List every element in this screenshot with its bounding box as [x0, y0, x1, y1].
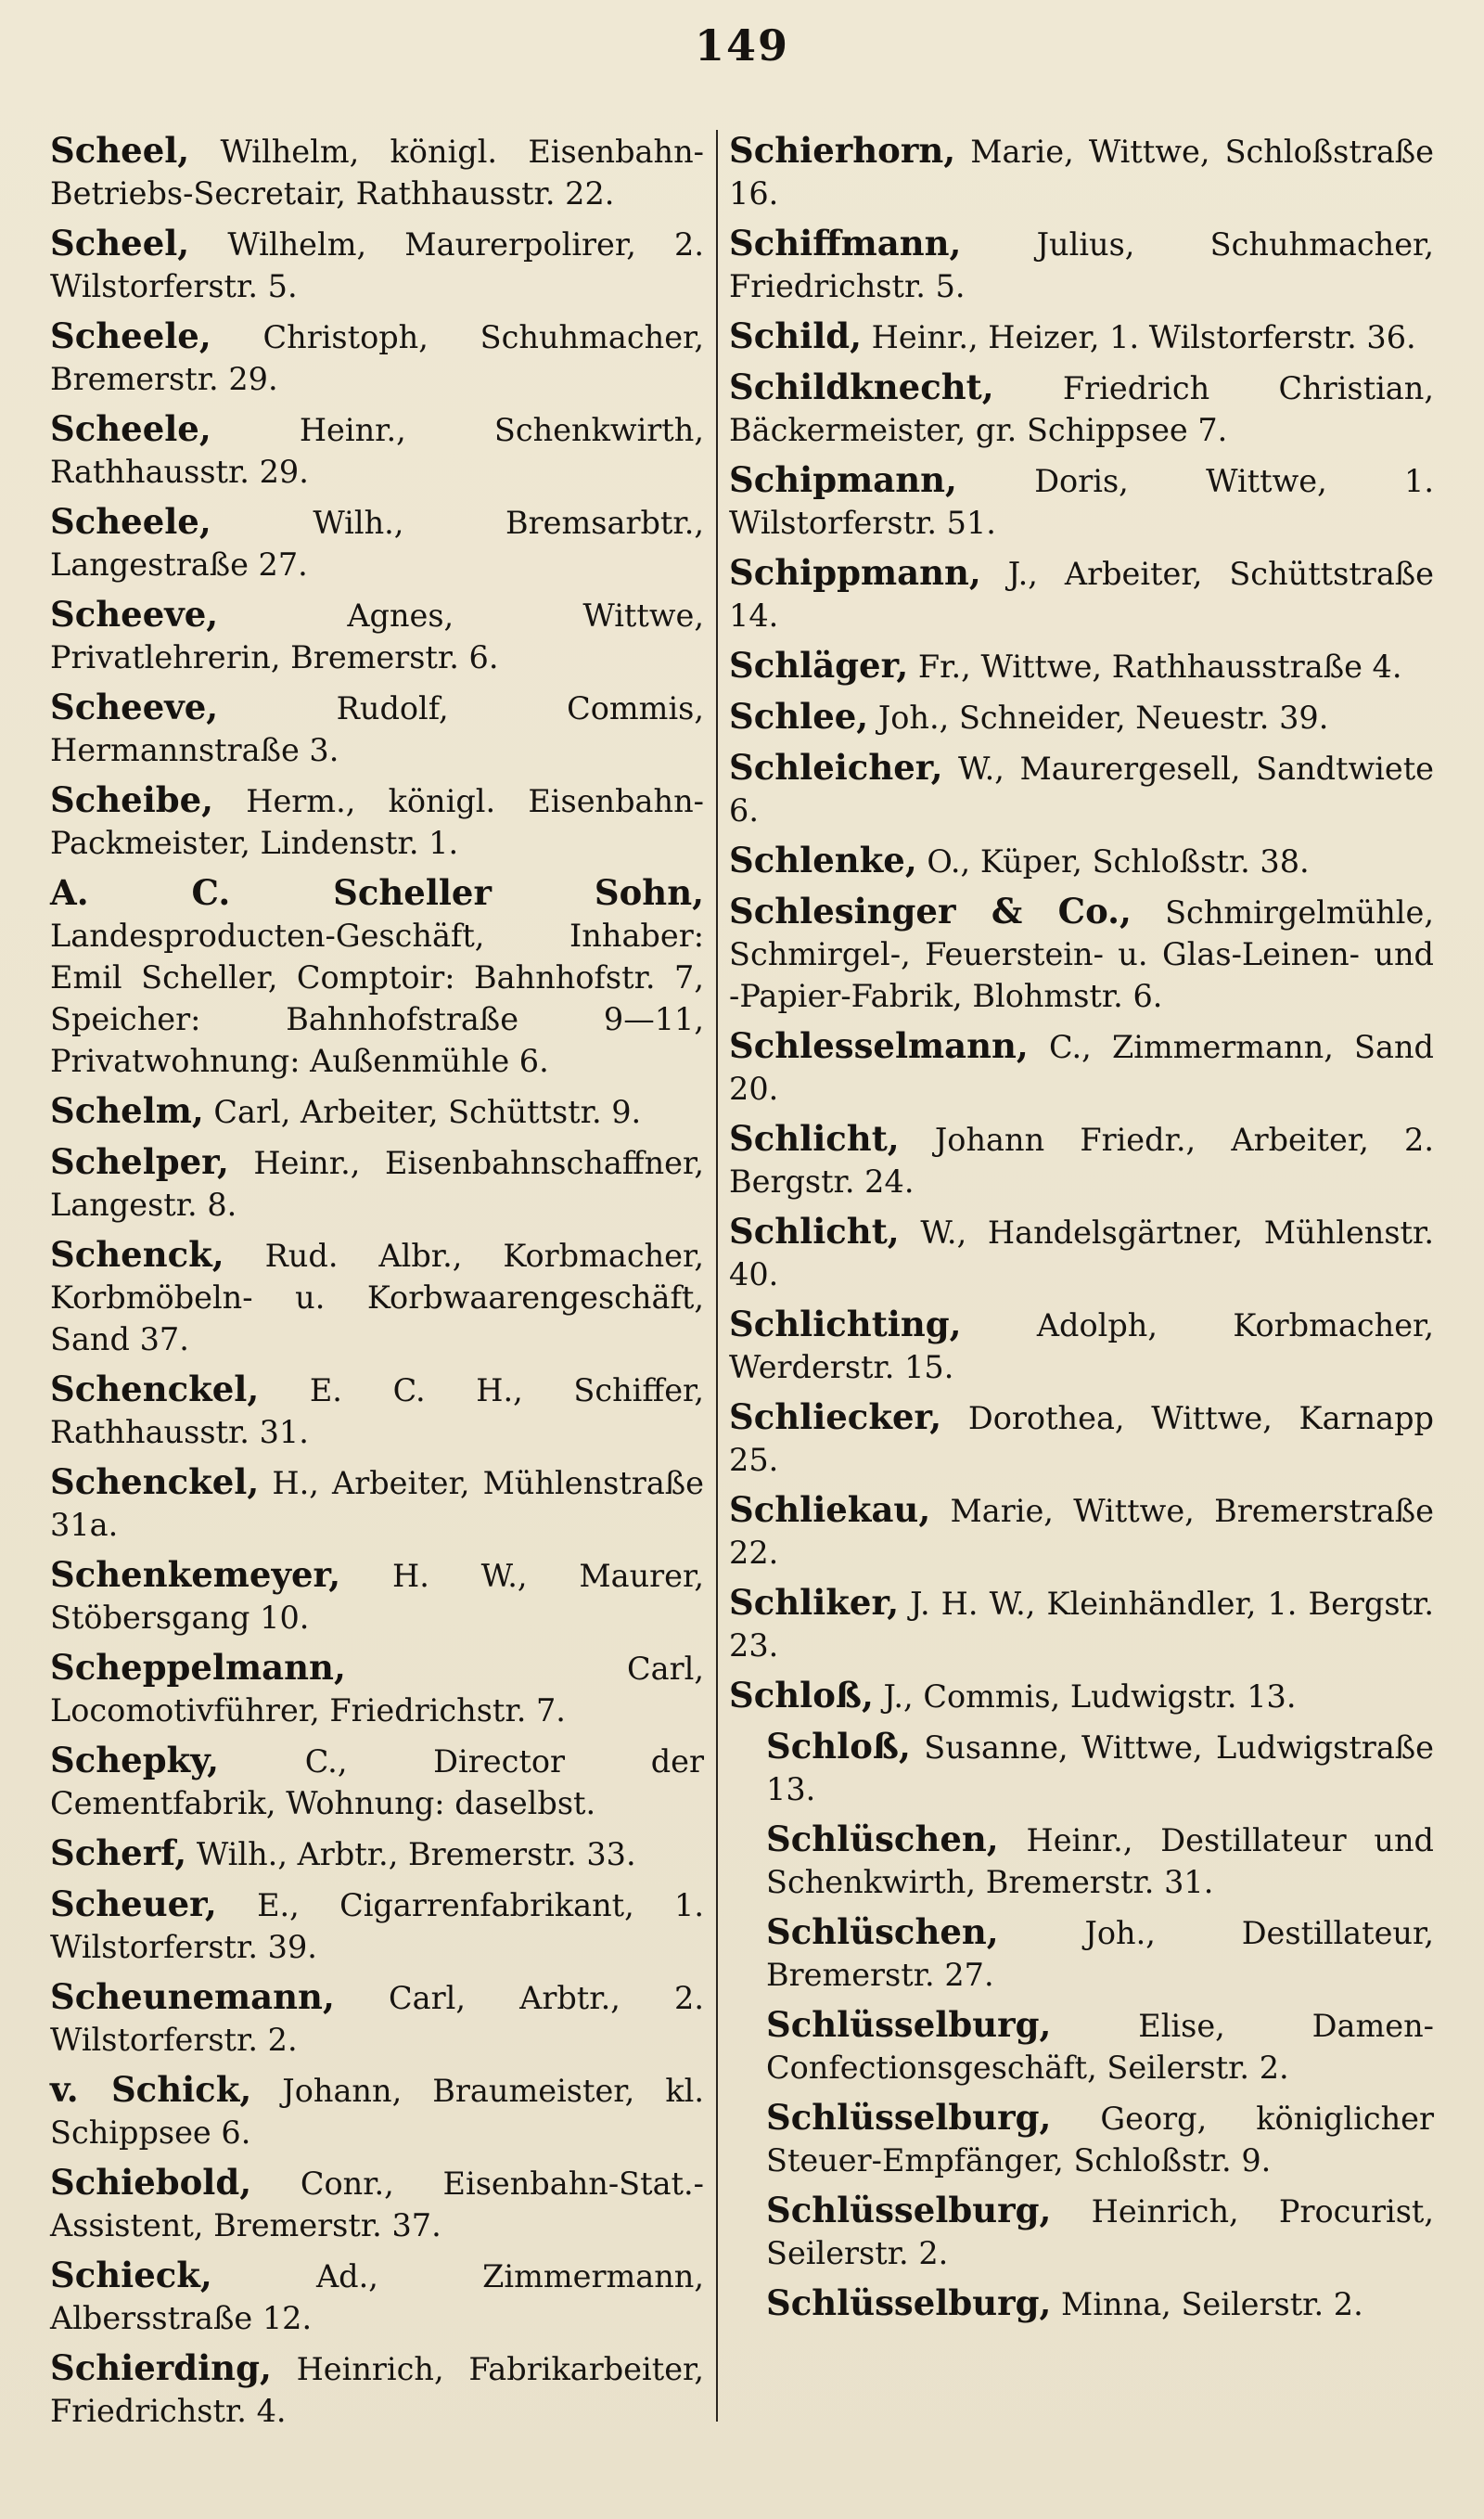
entry-details: Agnes, Wittwe, Privatlehrerin, Bremerstr. 6. [50, 598, 704, 675]
directory-entry [729, 223, 1434, 307]
entry-name: Schlee, [729, 696, 869, 737]
entry-name: Schliker, [729, 1582, 900, 1623]
entry-details: Carl, Arbtr., 2. Wilstorferstr. 2. [50, 1980, 704, 2058]
directory-entry [50, 1554, 704, 1639]
entry-name: Scheeve, [50, 594, 219, 635]
directory-entry [729, 315, 1434, 358]
entry-name: Schlüsselburg, [766, 2097, 1052, 2138]
entry-name: Schenck, [50, 1234, 224, 1275]
directory-entry [50, 1647, 704, 1731]
entry-name: Scheel, [50, 223, 190, 263]
entry-details: Carl, Locomotivführer, Friedrichstr. 7. [50, 1651, 704, 1729]
directory-entry [766, 1819, 1434, 1903]
entry-name: Scheunemann, [50, 1976, 335, 2017]
directory-entry [50, 1369, 704, 1453]
entry-details: C., Director der Cementfabrik, Wohnung: daselbst. [50, 1743, 704, 1821]
entry-name: Schieck, [50, 2255, 212, 2295]
entry-name: Schliecker, [729, 1396, 942, 1437]
entry-name: Schippmann, [729, 552, 981, 593]
entry-details: Joh., Destillateur, Bremerstr. 27. [766, 1915, 1434, 1993]
entry-name: Scheel, [50, 130, 190, 171]
directory-entry [50, 2255, 704, 2339]
directory-entry [50, 1740, 704, 1824]
entry-details: Julius, Schuhmacher, Friedrichstr. 5. [729, 226, 1434, 304]
entry-name: A. C. Scheller Sohn, [50, 872, 704, 913]
entry-details: Fr., Wittwe, Rathhausstraße 4. [908, 649, 1402, 685]
directory-entry [729, 1304, 1434, 1388]
entry-name: Schelm, [50, 1090, 204, 1131]
directory-entry [50, 779, 704, 864]
entry-details: Rudolf, Commis, Hermannstraße 3. [50, 690, 704, 768]
directory-entry [50, 2347, 704, 2432]
entry-details: O., Küper, Schloßstr. 38. [916, 843, 1310, 880]
entry-name: Schlüsselburg, [766, 2282, 1052, 2323]
right-column [729, 130, 1434, 2333]
directory-entry [50, 687, 704, 771]
directory-entry [766, 2190, 1434, 2274]
page-number: 149 [694, 20, 790, 71]
entry-details: E. C. H., Schiffer, Rathhausstr. 31. [50, 1372, 704, 1450]
entry-details: J., Arbeiter, Schüttstraße 14. [729, 556, 1434, 634]
directory-entry [50, 1832, 704, 1875]
entry-name: Schelper, [50, 1141, 229, 1182]
entry-details: Heinr., Eisenbahnschaffner, Langestr. 8. [50, 1145, 704, 1223]
directory-entry [766, 2097, 1434, 2181]
column-divider [716, 130, 718, 2422]
entry-details: Herm., königl. Eisenbahn-Packmeister, Lindenstr. 1. [50, 783, 704, 861]
directory-entry [50, 1234, 704, 1360]
entry-name: Schierding, [50, 2347, 272, 2388]
entry-name: Schildknecht, [729, 366, 994, 407]
entry-name: Scheele, [50, 501, 211, 542]
directory-entry [50, 1141, 704, 1226]
entry-details: Heinrich, Fabrikarbeiter, Friedrichstr. 4. [50, 2351, 704, 2429]
directory-entry [729, 1489, 1434, 1574]
directory-entry [729, 130, 1434, 214]
entry-details: J., Commis, Ludwigstr. 13. [873, 1678, 1297, 1715]
directory-entry [50, 872, 704, 1082]
entry-details: Joh., Schneider, Neuestr. 39. [868, 700, 1329, 736]
directory-entry [766, 1911, 1434, 1996]
directory-entry [50, 1461, 704, 1546]
entry-details: Johann Friedr., Arbeiter, 2. Bergstr. 24. [729, 1122, 1434, 1200]
directory-entry [729, 1396, 1434, 1481]
directory-entry [50, 501, 704, 585]
directory-entry [50, 1976, 704, 2061]
entry-name: Schild, [729, 315, 863, 356]
entry-name: Schläger, [729, 645, 909, 686]
entry-details: Conr., Eisenbahn-Stat.-Assistent, Bremerstr. 37. [50, 2166, 704, 2243]
entry-details: E., Cigarrenfabrikant, 1. Wilstorferstr. 39. [50, 1887, 704, 1965]
directory-entry [50, 315, 704, 400]
entry-name: Schlesselmann, [729, 1025, 1029, 1066]
entry-details: Christoph, Schuhmacher, Bremerstr. 29. [50, 319, 704, 397]
directory-entry [729, 696, 1434, 739]
directory-entry [50, 130, 704, 214]
entry-details: W., Maurergesell, Sandtwiete 6. [729, 751, 1434, 829]
entry-name: Schleicher, [729, 747, 943, 788]
entry-name: Schlicht, [729, 1118, 900, 1159]
directory-entry [729, 1211, 1434, 1295]
entry-name: Scheele, [50, 408, 211, 449]
entry-details: Johann, Braumeister, kl. Schippsee 6. [50, 2073, 704, 2151]
directory-entry [729, 840, 1434, 882]
entry-name: Scherf, [50, 1832, 187, 1873]
entry-name: v. Schick, [50, 2069, 252, 2110]
entry-name: Schloß, [729, 1675, 874, 1716]
entry-details: Carl, Arbeiter, Schüttstr. 9. [203, 1094, 642, 1130]
entry-name: Schepky, [50, 1740, 220, 1780]
entry-details: Heinrich, Procurist, Seilerstr. 2. [766, 2193, 1434, 2271]
entry-name: Schiebold, [50, 2162, 252, 2203]
directory-entry [50, 2069, 704, 2153]
entry-name: Schlichting, [729, 1304, 962, 1344]
entry-details: Susanne, Wittwe, Ludwigstraße 13. [766, 1729, 1434, 1807]
entry-name: Schenckel, [50, 1461, 260, 1502]
entry-details: Wilhelm, königl. Eisenbahn-Betriebs-Secretair, Rathhausstr. 22. [50, 134, 704, 212]
entry-details: H. W., Maurer, Stöbersgang 10. [50, 1558, 704, 1636]
entry-name: Schlesinger & Co., [729, 891, 1132, 932]
entry-details: Elise, Damen-Confectionsgeschäft, Seilerstr. 2. [766, 2008, 1434, 2086]
entry-name: Schliekau, [729, 1489, 931, 1530]
entry-details: Rud. Albr., Korbmacher, Korbmöbeln- u. Korbwaarengeschäft, Sand 37. [50, 1238, 704, 1357]
entry-name: Scheele, [50, 315, 211, 356]
entry-name: Scheuer, [50, 1883, 217, 1924]
left-column [50, 130, 704, 2440]
entry-name: Schenkemeyer, [50, 1554, 341, 1595]
entry-name: Scheppelmann, [50, 1647, 346, 1688]
entry-name: Schloß, [766, 1726, 911, 1767]
directory-entry [729, 645, 1434, 688]
directory-entry [729, 552, 1434, 636]
entry-details: Wilh., Arbtr., Bremerstr. 33. [186, 1836, 636, 1872]
entry-details: J. H. W., Kleinhändler, 1. Bergstr. 23. [729, 1586, 1434, 1664]
entry-name: Schlicht, [729, 1211, 900, 1252]
entry-details: Ad., Zimmermann, Albersstraße 12. [50, 2258, 704, 2336]
entry-details: Landesproducten-Geschäft, Inhaber: Emil Scheller, Comptoir: Bahnhofstr. 7, Speicher: Bahnhofstraße 9—11, Privatwohnung: Außenmühle 6. [50, 918, 704, 1079]
entry-details: W., Handelsgärtner, Mühlenstr. 40. [729, 1215, 1434, 1292]
directory-entry [729, 1582, 1434, 1666]
entry-name: Schiffmann, [729, 223, 962, 263]
entry-details: Heinr., Heizer, 1. Wilstorferstr. 36. [862, 319, 1416, 355]
entry-name: Scheibe, [50, 779, 214, 820]
directory-entry [729, 747, 1434, 831]
directory-entry [729, 1118, 1434, 1202]
entry-details: H., Arbeiter, Mühlenstraße 31a. [50, 1465, 704, 1543]
directory-entry [50, 1883, 704, 1968]
entry-name: Schipmann, [729, 459, 957, 500]
entry-details: Heinr., Destillateur und Schenkwirth, Bremerstr. 31. [766, 1822, 1434, 1900]
directory-entry [50, 408, 704, 493]
entry-details: Marie, Wittwe, Bremerstraße 22. [729, 1493, 1434, 1571]
directory-entry [50, 1090, 704, 1133]
directory-entry [766, 2004, 1434, 2088]
entry-name: Schlenke, [729, 840, 917, 880]
entry-name: Schlüsselburg, [766, 2004, 1052, 2045]
entry-name: Schlüsselburg, [766, 2190, 1052, 2230]
entry-details: Dorothea, Wittwe, Karnapp 25. [729, 1400, 1434, 1478]
entry-name: Schlüschen, [766, 1911, 999, 1952]
directory-entry [50, 223, 704, 307]
directory-entry [766, 2282, 1434, 2325]
entry-details: Georg, königlicher Steuer-Empfänger, Schloßstr. 9. [766, 2101, 1434, 2178]
entry-name: Scheeve, [50, 687, 219, 727]
directory-entry [729, 891, 1434, 1017]
entry-details: Wilh., Bremsarbtr., Langestraße 27. [50, 505, 704, 583]
entry-details: Doris, Wittwe, 1. Wilstorferstr. 51. [729, 463, 1434, 541]
entry-details: Schmirgelmühle, Schmirgel-, Feuerstein- u. Glas-Leinen- und -Papier-Fabrik, Blohmstr. 6. [729, 894, 1434, 1014]
entry-details: C., Zimmermann, Sand 20. [729, 1029, 1434, 1107]
directory-entry [50, 2162, 704, 2246]
entry-details: Minna, Seilerstr. 2. [1051, 2286, 1363, 2322]
directory-entry [50, 594, 704, 678]
directory-entry [729, 459, 1434, 544]
directory-entry [729, 1025, 1434, 1110]
entry-name: Schenckel, [50, 1369, 260, 1409]
entry-details: Wilhelm, Maurerpolirer, 2. Wilstorferstr. 5. [50, 226, 704, 304]
entry-details: Heinr., Schenkwirth, Rathhausstr. 29. [50, 412, 704, 490]
directory-entry [729, 1675, 1434, 1717]
entry-name: Schlüschen, [766, 1819, 999, 1859]
entry-details: Adolph, Korbmacher, Werderstr. 15. [729, 1307, 1434, 1385]
directory-entry [729, 366, 1434, 451]
entry-details: Friedrich Christian, Bäckermeister, gr. Schippsee 7. [729, 370, 1434, 448]
entry-name: Schierhorn, [729, 130, 956, 171]
entry-details: Marie, Wittwe, Schloßstraße 16. [729, 134, 1434, 212]
directory-entry [766, 1726, 1434, 1810]
